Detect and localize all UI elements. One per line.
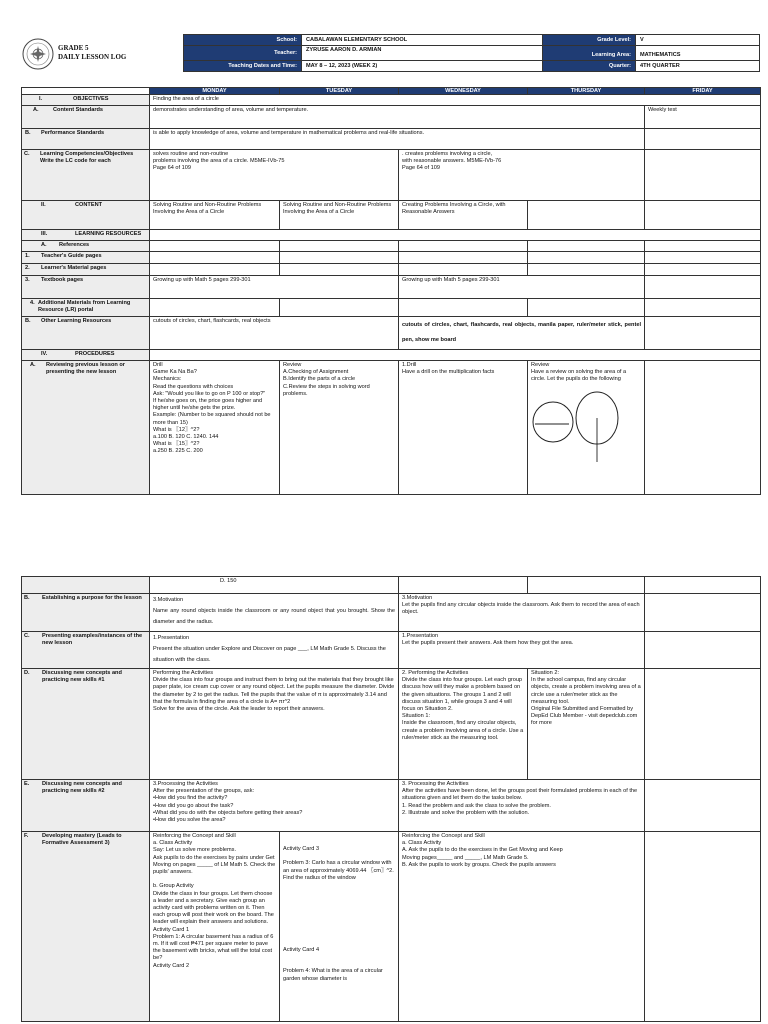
dates-label: Teaching Dates and Time: [184, 61, 302, 72]
dates-value: MAY 8 – 12, 2023 (WEEK 2) [302, 61, 543, 72]
content-label: CONTENT [75, 202, 103, 208]
b-num: B. [25, 130, 31, 136]
content-heading [22, 201, 150, 230]
discuss2-wednesday: 3. Processing the Activities After the activities have been done, let the groups post their formulated problems in each of the situations given and let them do the tasks below. 1. Read the problem and ask the class to solve the problem. 2. Illustrate and solve the problem with the solution. [399, 780, 645, 832]
competency-wednesday: . creates problems involving a circle, with reasonable answers. M5ME-IVb-76 Page 64 of 109 [399, 150, 645, 201]
school-value: CABALAWAN ELEMENTARY SCHOOL [302, 35, 543, 46]
purpose-wednesday: 3.Motivation Let the pupils find any circular objects inside the classroom. Ask them to record the area of each object. [399, 594, 645, 632]
review-num: A. [30, 362, 36, 368]
c-num: C. [24, 151, 30, 157]
lm-num: 2. [25, 265, 30, 271]
res-label: LEARNING RESOURCES [75, 231, 142, 237]
examples-wednesday: 1.Presentation Let the pupils present their answers. Ask them how they got the area. [399, 632, 645, 669]
resources-heading [22, 230, 150, 241]
review-monday: Drill Game Ka Na Ba? Mechanics: Read the questions with choices Ask: "Would you like to go on P 100 or stop?" If he/she goes on, the price goes higher and higher until he/she gets the prize. Example: (Number to be squared should not be more than 15) What is 〖12〗^2? a.100 B. 120 C. 1240. 144 What is 〖15〗^2? a.250 B. 225 C. 200 [150, 361, 280, 495]
tb-num: 3. [25, 277, 30, 283]
tg-heading [22, 252, 150, 264]
discuss1-wednesday: 2. Performing the Activities Divide the class into four groups. Let each group discuss how will they make a problem based on the given situations. The groups 1 and 2 will discuss situation 1, while groups 3 and 4 will focus on Situation 2. Situation 1: Inside the classroom, find any circular objects, create a problem involving area of a circle. Use a ruler/meter stick as the measuring tool. [399, 669, 528, 780]
other-heading [22, 317, 150, 350]
weekly-test: Weekly test [645, 106, 761, 129]
discuss2-monday: 3.Processing the Activities After the presentation of the groups, ask: •How did you find the activity? •How did you go about the task? •What did you do with the objects before getting their areas? •How did you solve the area? [150, 780, 399, 832]
procedures-heading [22, 350, 150, 361]
p2-e-num: E. [24, 781, 30, 787]
proc-label: PROCEDURES [75, 351, 115, 357]
tb-label: Textbook pages [41, 277, 84, 283]
performance-standards-text: is able to apply knowledge of area, volume and temperature in mathematical problems and real-life situations. [150, 129, 645, 150]
other-num: B. [25, 318, 31, 324]
additional-heading [22, 299, 150, 317]
other-label: Other Learning Resources [41, 318, 112, 324]
competency-monday: solves routine and non-routine problems involving the area of a circle. M5ME-IVb-75 Page 64 of 109 [150, 150, 399, 201]
p2-f-label: Developing mastery (Leads to Formative Assessment 3) [42, 833, 122, 847]
res-num: III. [41, 231, 48, 237]
review-continued: D. 150 [150, 577, 399, 594]
content-wednesday: Creating Problems Involving a Circle, with Reasonable Answers [399, 201, 528, 230]
review-heading [22, 361, 150, 495]
ref-num: A. [41, 242, 47, 248]
mastery-monday: Reinforcing the Concept and Skill a. Class Activity Say: Let us solve more problems. Ask pupils to do the exercises by pairs under Get Moving on pages _____ of LM Math 5. Check the pupils' answers. b. Group Activity Divide the class in four groups. Let them choose a leader and a secretary. Give each group an activity card with problems written on it. Then each group will post their work on the board. The leader will explain their answers and solutions. Activity Card 1 Problem 1: A circular basement has a radius of 6 m. If it will cost ₱471 per square meter to pave the basement with bricks, what will the total cost be? Activity Card 2 [150, 832, 280, 1022]
review-wednesday: 1.Drill Have a drill on the multiplication facts [399, 361, 528, 495]
quarter-label: Quarter: [543, 61, 636, 72]
examples-heading [22, 632, 150, 669]
add-num: 4. [30, 300, 35, 306]
p2-e-label: Discussing new concepts and practicing new skills #2 [42, 781, 122, 795]
a-label: Content Standards [53, 107, 104, 113]
logo-grade: GRADE 5 [58, 44, 89, 52]
purpose-heading [22, 594, 150, 632]
performance-standards-heading [22, 129, 150, 150]
review-thursday-cell [528, 361, 645, 495]
area-value: MATHEMATICS [636, 46, 760, 61]
c-label: Learning Competencies/Objectives Write the LC code for each [40, 151, 134, 165]
discuss1-monday: Performing the Activities Divide the class into four groups and instruct them to bring out the materials that they brought like paper plate, ice cream cup cover or any round object. Let the pupils measure the diameter. Divide the diameter by 2 to get the radius. Tell the pupils that the value of π is approximately 3.14 and that the formula in finding the area of a circle is A= πr^2 Solve for the area of the circle. Ask the leader to report their answers. [150, 669, 399, 780]
p2-b-label: Establishing a purpose for the lesson [42, 595, 142, 601]
purpose-monday: 3.Motivation Name any round objects inside the classroom or any round object that you brought. Show the diameter and the radius. [150, 594, 399, 632]
tg-label: Teacher's Guide pages [41, 253, 102, 259]
content-tuesday: Solving Routine and Non-Routine Problems Involving the Area of a Circle [280, 201, 399, 230]
lm-heading [22, 264, 150, 276]
teacher-label: Teacher: [184, 46, 302, 61]
p2-d-num: D. [24, 670, 30, 676]
p2-f-num: F. [24, 833, 29, 839]
logo-dll: DAILY LESSON LOG [58, 53, 127, 61]
day-monday: MONDAY [150, 88, 280, 95]
textbook-monday: Growing up with Math 5 pages 299-301 [150, 276, 399, 299]
review-thursday: Review Have a review on solving the area of a circle. Let the pupils do the following [531, 362, 627, 383]
examples-monday: 1.Presentation Present the situation under Explore and Discover on page ___, LM Math Grade 5. Discuss the situation with the class. [150, 632, 399, 669]
add-label: Additional Materials from Learning Resource (LR) portal [38, 300, 131, 314]
tb-heading [22, 276, 150, 299]
mastery-tuesday: Activity Card 3 Problem 3: Carlo has a circular window with an area of approximately 4069.44 〖cm〗^2. Find the radius of the window Activity Card 4 Problem 4: What is the area of a circular garden whose diameter is [280, 832, 399, 1022]
competencies-heading [22, 150, 150, 201]
ref-label: References [59, 242, 90, 248]
lesson-log-page2 [21, 576, 761, 1022]
tg-num: 1. [25, 253, 30, 259]
discuss1-heading [22, 669, 150, 780]
circle-drawings [531, 386, 631, 466]
content-standards-heading [22, 106, 150, 129]
review-label: Reviewing previous lesson or presenting the new lesson [46, 362, 125, 376]
deped-seal [22, 38, 54, 70]
school-label: School: [184, 35, 302, 46]
a-num: A. [33, 107, 39, 113]
objectives-num: I. [39, 96, 43, 102]
header-table [183, 34, 760, 72]
content-num: II. [41, 202, 46, 208]
teacher-value: ZYRUSE AARON D. ARMIAN [302, 46, 543, 61]
references-heading [22, 241, 150, 252]
mastery-wednesday: Reinforcing the Concept and Skill a. Class Activity A. Ask the pupils to do the exercises in the Get Moving and Keep Moving pages_____ and _____, LM Math Grade 5. B. Ask the pupils to work by groups. Check the pupils answers [399, 832, 645, 1022]
content-monday: Solving Routine and Non-Routine Problems Involving the Area of a Circle [150, 201, 280, 230]
other-wednesday: cutouts of circles, chart, flashcards, real objects, manila paper, ruler/meter stick, pentel pen, show me board [399, 317, 645, 350]
day-friday: FRIDAY [645, 88, 761, 95]
other-monday: cutouts of circles, chart, flashcards, real objects [150, 317, 399, 350]
mastery-heading [22, 832, 150, 1022]
textbook-wednesday: Growing up with Math 5 pages 299-301 [399, 276, 645, 299]
p2-d-label: Discussing new concepts and practicing new skills #1 [42, 670, 122, 684]
proc-num: IV. [41, 351, 48, 357]
discuss2-heading [22, 780, 150, 832]
day-tuesday: TUESDAY [280, 88, 399, 95]
objectives-text: Finding the area of a circle [150, 95, 761, 106]
content-standards-text: demonstrates understanding of area, volume and temperature. [150, 106, 645, 129]
day-wednesday: WEDNESDAY [399, 88, 528, 95]
grade-value: V [636, 35, 760, 46]
area-label: Learning Area: [543, 46, 636, 61]
day-thursday: THURSDAY [528, 88, 645, 95]
objectives-label: OBJECTIVES [73, 96, 109, 102]
discuss1-thursday: Situation 2: In the school campus, find any circular objects, create a problem involving area of a circle use a ruler/meter stick as the measuring tool. Original File Submitted and Formatted by DepEd Club Member - visit depedclub.com for more [528, 669, 645, 780]
lm-label: Learner's Material pages [41, 265, 107, 271]
objectives-heading [22, 95, 150, 106]
grade-label: Grade Level: [543, 35, 636, 46]
logo-title [58, 44, 126, 62]
lesson-log-page1 [21, 87, 761, 495]
quarter-value: 4TH QUARTER [636, 61, 760, 72]
review-tuesday: Review A.Checking of Assignment B.Identify the parts of a circle C.Review the steps in solving word problems. [280, 361, 399, 495]
p2-c-label: Presenting examples/instances of the new lesson [42, 633, 143, 647]
p2-b-num: B. [24, 595, 30, 601]
p2-c-num: C. [24, 633, 30, 639]
b-label: Performance Standards [41, 130, 105, 136]
